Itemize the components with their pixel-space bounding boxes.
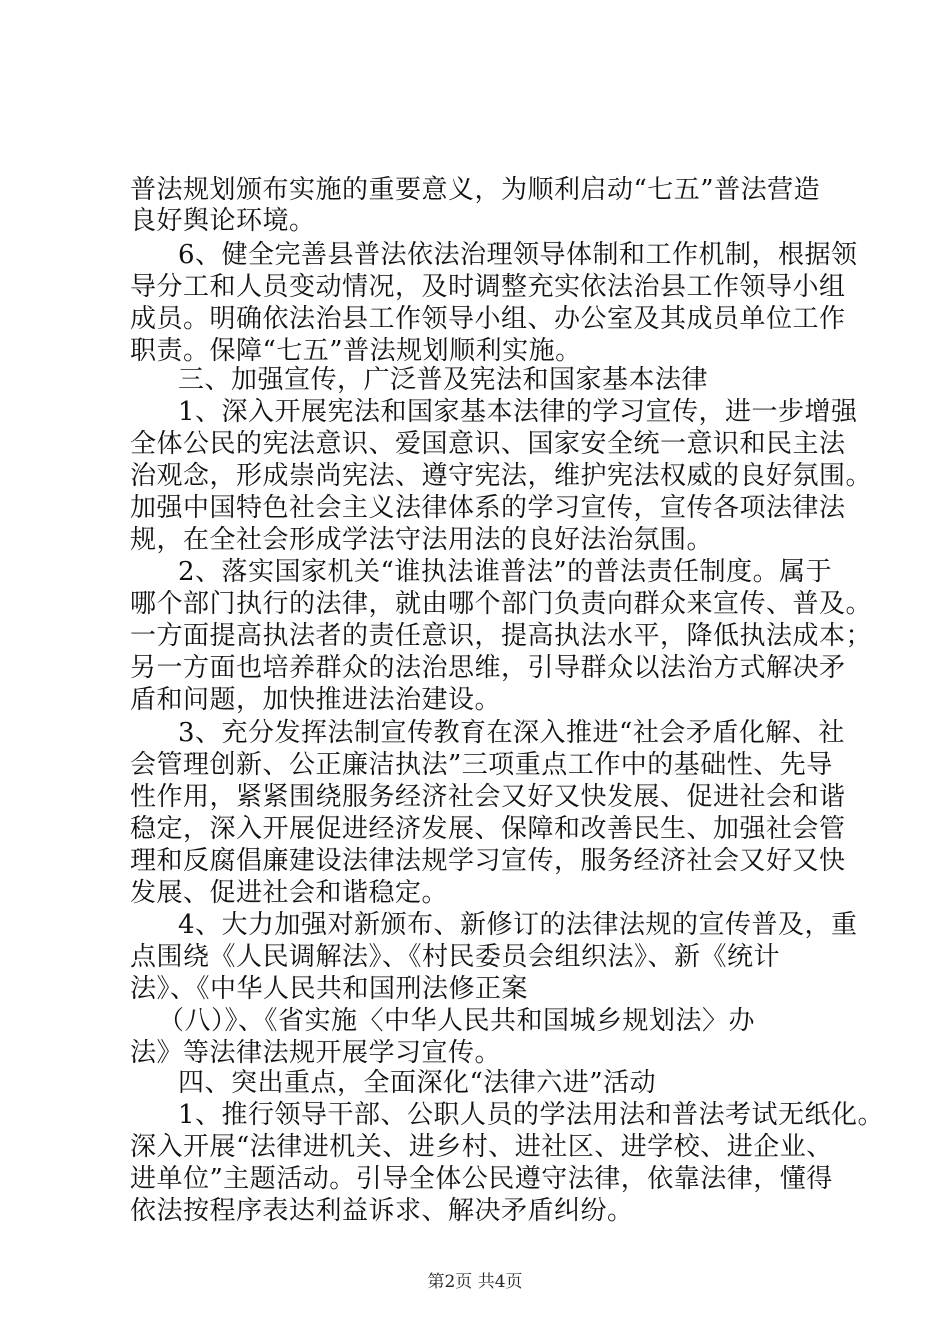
- text-line: 发展、促进社会和谐稳定。: [130, 878, 449, 908]
- text-line: 进单位”主题活动。引导全体公民遵守法律，依靠法律，懂得: [130, 1164, 833, 1194]
- text-line: 法》等法律法规开展学习宣传。: [130, 1038, 502, 1068]
- text-line: 依法按程序表达利益诉求、解决矛盾纠纷。: [130, 1196, 634, 1226]
- text-line: 成员。明确依法治县工作领导小组、办公室及其成员单位工作: [130, 304, 846, 334]
- text-line: 稳定，深入开展促进经济发展、保障和改善民生、加强社会管: [130, 814, 846, 844]
- text-line: 良好舆论环境。: [130, 206, 316, 236]
- text-line: 深入开展“法律进机关、进乡村、进社区、进学校、进企业、: [130, 1132, 833, 1162]
- text-line: 一方面提高执法者的责任意识，提高执法水平，降低执法成本；: [130, 621, 873, 651]
- text-line: （八）》、《省实施〈中华人民共和国城乡规划法〉办: [158, 1006, 756, 1036]
- text-line: 加强中国特色社会主义法律体系的学习宣传，宣传各项法律法: [130, 493, 846, 523]
- text-line: 导分工和人员变动情况，及时调整充实依法治县工作领导小组: [130, 272, 846, 302]
- text-line: 点围绕《人民调解法》、《村民委员会组织法》、新《统计: [130, 942, 781, 972]
- text-line: 盾和问题，加快推进法治建设。: [130, 685, 502, 715]
- text-line: 理和反腐倡廉建设法律法规学习宣传，服务经济社会又好又快: [130, 846, 846, 876]
- text-line: 职责。保障“七五”普法规划顺利实施。: [130, 336, 582, 366]
- text-line: 3、充分发挥法制宣传教育在深入推进“社会矛盾化解、社: [178, 718, 845, 748]
- text-line: 1、推行领导干部、公职人员的学法用法和普法考试无纸化。: [178, 1100, 885, 1130]
- section-heading: 三、加强宣传，广泛普及宪法和国家基本法律: [178, 365, 709, 395]
- text-line: 普法规划颁布实施的重要意义，为顺利启动“七五”普法营造: [130, 175, 821, 205]
- text-line: 另一方面也培养群众的法治思维，引导群众以法治方式解决矛: [130, 653, 846, 683]
- section-heading: 四、突出重点，全面深化“法律六进”活动: [178, 1068, 657, 1098]
- text-line: 6、健全完善县普法依法治理领导体制和工作机制，根据领: [178, 240, 858, 270]
- text-line: 会管理创新、公正廉洁执法”三项重点工作中的基础性、先导: [130, 750, 833, 780]
- text-line: 法》、《中华人民共和国刑法修正案: [130, 974, 529, 1004]
- text-line: 2、落实国家机关“谁执法谁普法”的普法责任制度。属于: [178, 557, 833, 587]
- text-line: 全体公民的宪法意识、爱国意识、国家安全统一意识和民主法: [130, 429, 846, 459]
- text-line: 规，在全社会形成学法守法用法的良好法治氛围。: [130, 525, 714, 555]
- text-line: 性作用，紧紧围绕服务经济社会又好又快发展、促进社会和谐: [130, 782, 846, 812]
- text-line: 治观念，形成崇尚宪法、遵守宪法，维护宪法权威的良好氛围。: [130, 461, 873, 491]
- text-line: 哪个部门执行的法律，就由哪个部门负责向群众来宣传、普及。: [130, 589, 873, 619]
- text-line: 1、深入开展宪法和国家基本法律的学习宣传，进一步增强: [178, 397, 858, 427]
- text-line: 4、大力加强对新颁布、新修订的法律法规的宣传普及，重: [178, 910, 858, 940]
- page-footer: 第2页 共4页: [427, 1272, 523, 1292]
